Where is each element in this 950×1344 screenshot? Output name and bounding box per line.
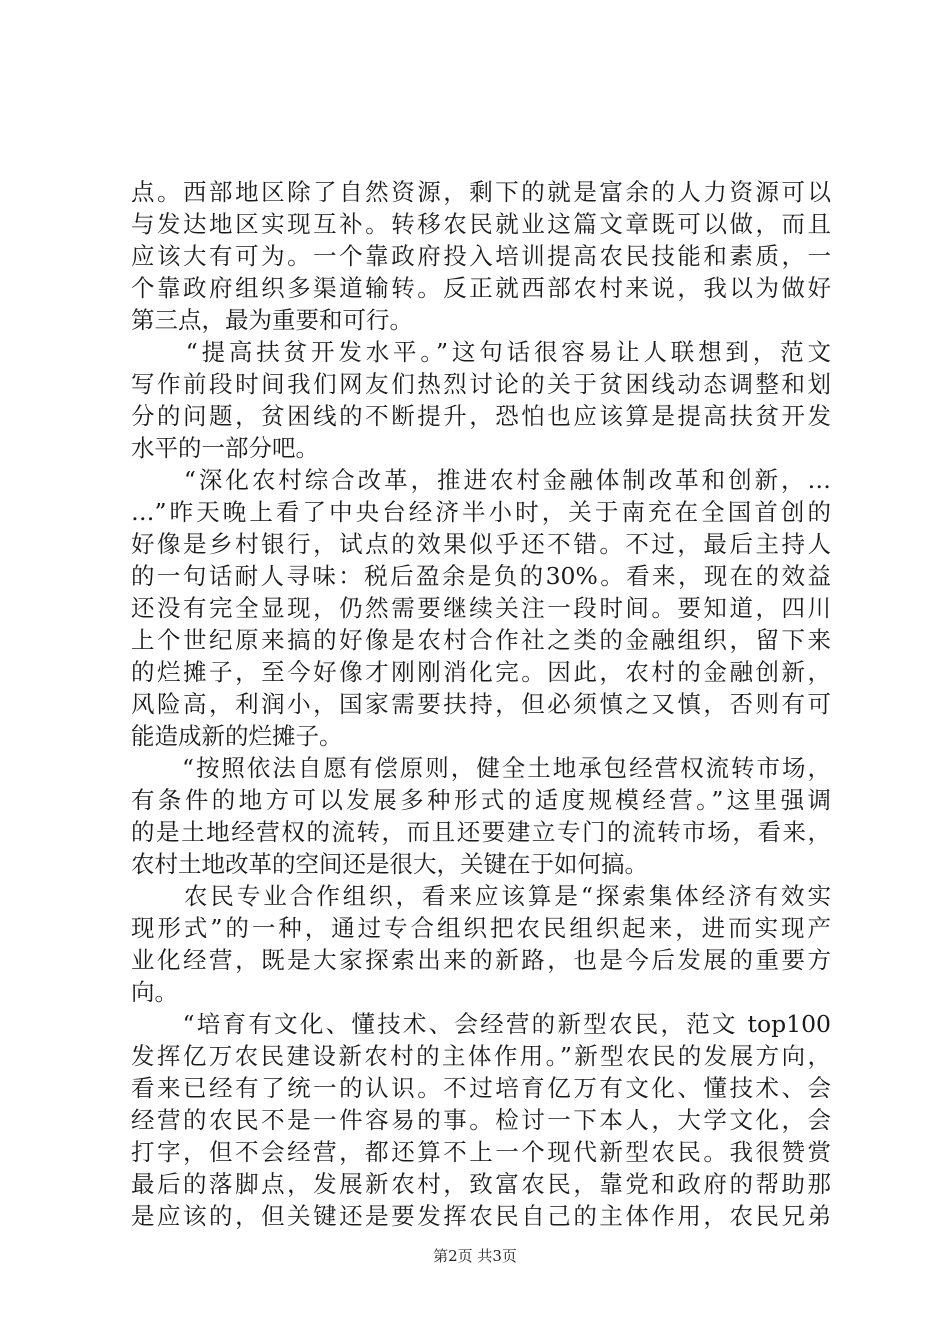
text-line: 水平的一部分吧。 bbox=[131, 434, 319, 462]
text-line: 农村土地改革的空间还是很大，关键在于如何搞。 bbox=[131, 850, 648, 878]
text-line: 分的问题，贫困线的不断提升，恐怕也应该算是提高扶贫开发 bbox=[131, 402, 831, 430]
text-line: 点。西部地区除了自然资源，剩下的就是富余的人力资源可以 bbox=[131, 178, 831, 206]
text-line: “深化农村综合改革，推进农村金融体制改革和创新，… bbox=[131, 466, 831, 494]
text-line: 的一句话耐人寻味：税后盈余是负的30%。看来，现在的效益 bbox=[131, 562, 831, 590]
text-line: 发挥亿万农民建设新农村的主体作用。”新型农民的发展方向， bbox=[131, 1042, 831, 1070]
text-line: …”昨天晚上看了中央台经济半小时，关于南充在全国首创的 bbox=[131, 498, 831, 526]
text-line: “培育有文化、懂技术、会经营的新型农民，范文 top100 bbox=[131, 1010, 831, 1038]
text-line: 是应该的，但关键还是要发挥农民自己的主体作用，农民兄弟 bbox=[131, 1202, 831, 1230]
page-footer: 第2页 共3页 bbox=[433, 1247, 517, 1265]
text-line: 业化经营，既是大家探索出来的新路，也是今后发展的重要方 bbox=[131, 946, 831, 974]
text-line: 个靠政府组织多渠道输转。反正就西部农村来说，我以为做好 bbox=[131, 274, 831, 302]
text-line: 打字，但不会经营，都还算不上一个现代新型农民。我很赞赏 bbox=[131, 1138, 831, 1166]
text-line: 风险高，利润小，国家需要扶持，但必须慎之又慎，否则有可 bbox=[131, 690, 831, 718]
text-line: 写作前段时间我们网友们热烈讨论的关于贫困线动态调整和划 bbox=[131, 370, 831, 398]
text-line: 的烂摊子，至今好像才刚刚消化完。因此，农村的金融创新， bbox=[131, 658, 831, 686]
text-line: 与发达地区实现互补。转移农民就业这篇文章既可以做，而且 bbox=[131, 210, 831, 238]
text-line: “提高扶贫开发水平。”这句话很容易让人联想到，范文 bbox=[131, 338, 831, 366]
text-line: 有条件的地方可以发展多种形式的适度规模经营。”这里强调 bbox=[131, 786, 831, 814]
text-line: 向。 bbox=[131, 978, 178, 1006]
text-line: 现形式”的一种，通过专合组织把农民组织起来，进而实现产 bbox=[131, 914, 831, 942]
text-line: 能造成新的烂摊子。 bbox=[131, 722, 343, 750]
text-line: 还没有完全显现，仍然需要继续关注一段时间。要知道，四川 bbox=[131, 594, 831, 622]
text-line: 最后的落脚点，发展新农村，致富农民，靠党和政府的帮助那 bbox=[131, 1170, 831, 1198]
text-line: 第三点，最为重要和可行。 bbox=[131, 306, 413, 334]
text-line: 的是土地经营权的流转，而且还要建立专门的流转市场，看来， bbox=[131, 818, 831, 846]
text-line: 上个世纪原来搞的好像是农村合作社之类的金融组织，留下来 bbox=[131, 626, 831, 654]
text-line: 好像是乡村银行，试点的效果似乎还不错。不过，最后主持人 bbox=[131, 530, 831, 558]
text-line: 应该大有可为。一个靠政府投入培训提高农民技能和素质，一 bbox=[131, 242, 831, 270]
text-line: 经营的农民不是一件容易的事。检讨一下本人，大学文化，会 bbox=[131, 1106, 831, 1134]
text-line: 农民专业合作组织，看来应该算是“探索集体经济有效实 bbox=[131, 882, 831, 910]
text-line: “按照依法自愿有偿原则，健全土地承包经营权流转市场， bbox=[131, 754, 831, 782]
text-line: 看来已经有了统一的认识。不过培育亿万有文化、懂技术、会 bbox=[131, 1074, 831, 1102]
body-text bbox=[131, 176, 831, 1232]
